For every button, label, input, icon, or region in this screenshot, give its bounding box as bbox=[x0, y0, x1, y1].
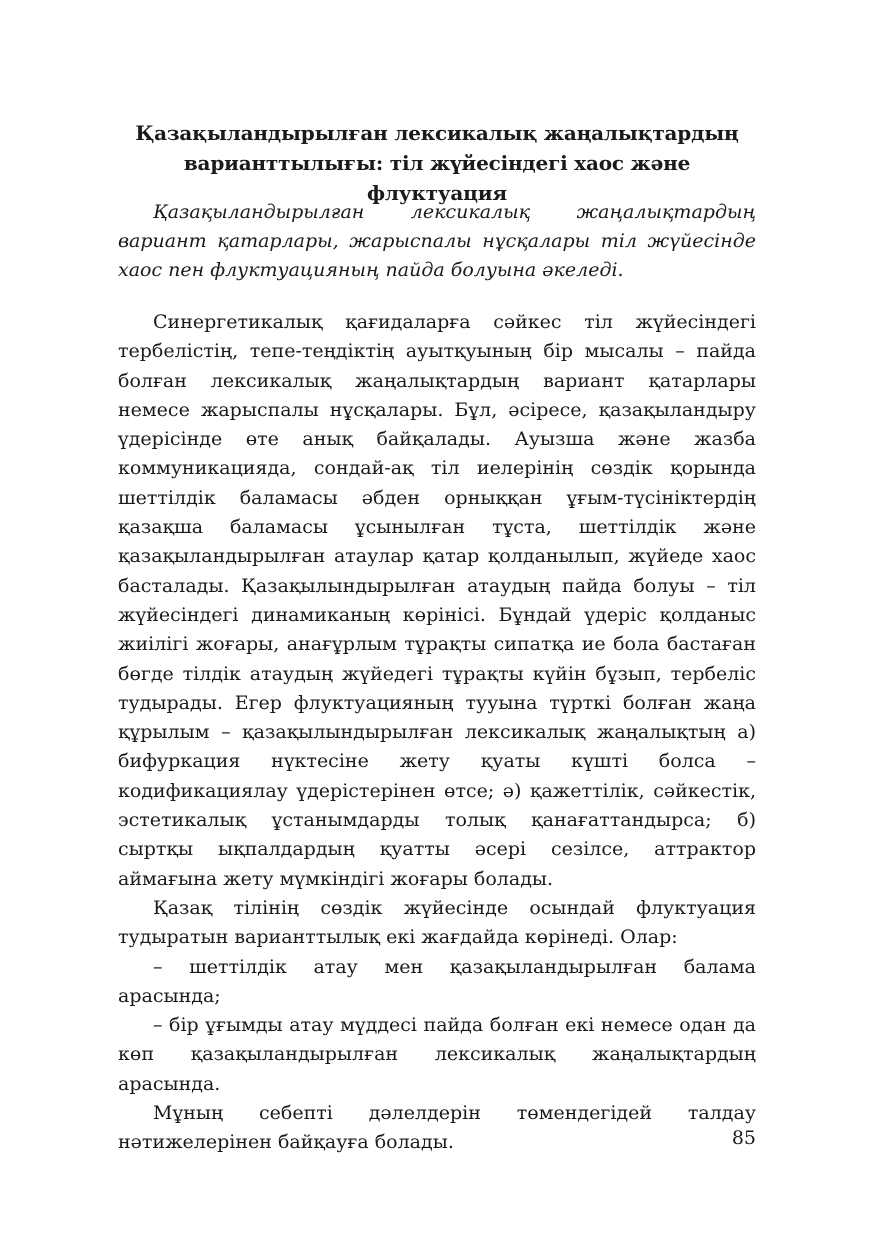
abstract-italic: Қазақыландырылған лексикалық жаңалықтардың вариант қатарлары, жарыспалы нұсқалары тіл жүйесінде хаос пен флуктуацияның пайда болуына әкеледі. bbox=[118, 201, 756, 281]
list-item-1: – шеттілдік атау мен қазақыландырылған балама арасында; bbox=[118, 955, 756, 1007]
list-item-2: – бір ұғымды атау мүддесі пайда болған екі немесе одан да көп қазақыландырылған лексикалық жаңалықтардың арасында. bbox=[118, 1014, 756, 1095]
body-paragraph-1: Синергетикалық қағидаларға сәйкес тіл жүйесіндегі тербелістің, тепе-теңдіктің ауытқуының бір мысалы – пайда болған лексикалық жаңалықтардың вариант қатарлары немесе жарыспалы нұсқалары. Бұл, әсіресе, қазақыландыру үдерісінде өте анық байқалады. Ауызша және жазба коммуникацияда, сондай-ақ тіл иелерінің сөздік қорында шеттілдік баламасы әбден орныққан ұғым-түсініктердің қазақша баламасы ұсынылған тұста, шеттілдік және қазақыландырылған атаулар қатар қолданылып, жүйеде хаос басталады. Қазақылындырылған атаудың пайда болуы – тіл жүйесіндегі динамиканың көрінісі. Бұндай үдеріс қолданыс жиілігі жоғары, анағұрлым тұрақты сипатқа ие бола бастаған бөгде тілдік атаудың жүйедегі тұрақты күйін бұзып, тербеліс тудырады. Егер флуктуацияның тууына түрткі болған жаңа құрылым – қазақылындырылған лексикалық жаңалықтың а) бифуркация нүктесіне жету қуаты күшті болса – кодификациялау үдерістерінен өтсе; ә) қажеттілік, сәйкестік, эстетикалық ұстанымдарды толық қанағаттандырса; б) сыртқы ықпалдардың қуатты әсері сезілсе, аттрактор аймағына жету мүмкіндігі жоғары болады. bbox=[118, 311, 756, 890]
body-paragraph-2: Қазақ тілінің сөздік жүйесінде осындай флуктуация тудыратын варианттылық екі жағдайда көрінеді. Олар: bbox=[118, 896, 756, 949]
page-number: 85 bbox=[731, 1127, 756, 1149]
section-title-line-1: Қазақыландырылған лексикалық жаңалықтардың bbox=[135, 121, 739, 145]
section-title-line-2: варианттылығы: тіл жүйесіндегі хаос және флуктуация bbox=[183, 151, 691, 205]
body-paragraph-3: Мұның себепті дәлелдерін төмендегідей талдау нәтижелерінен байқауға болады. bbox=[118, 1102, 756, 1154]
section-title bbox=[118, 118, 756, 208]
body-text bbox=[118, 308, 756, 1158]
